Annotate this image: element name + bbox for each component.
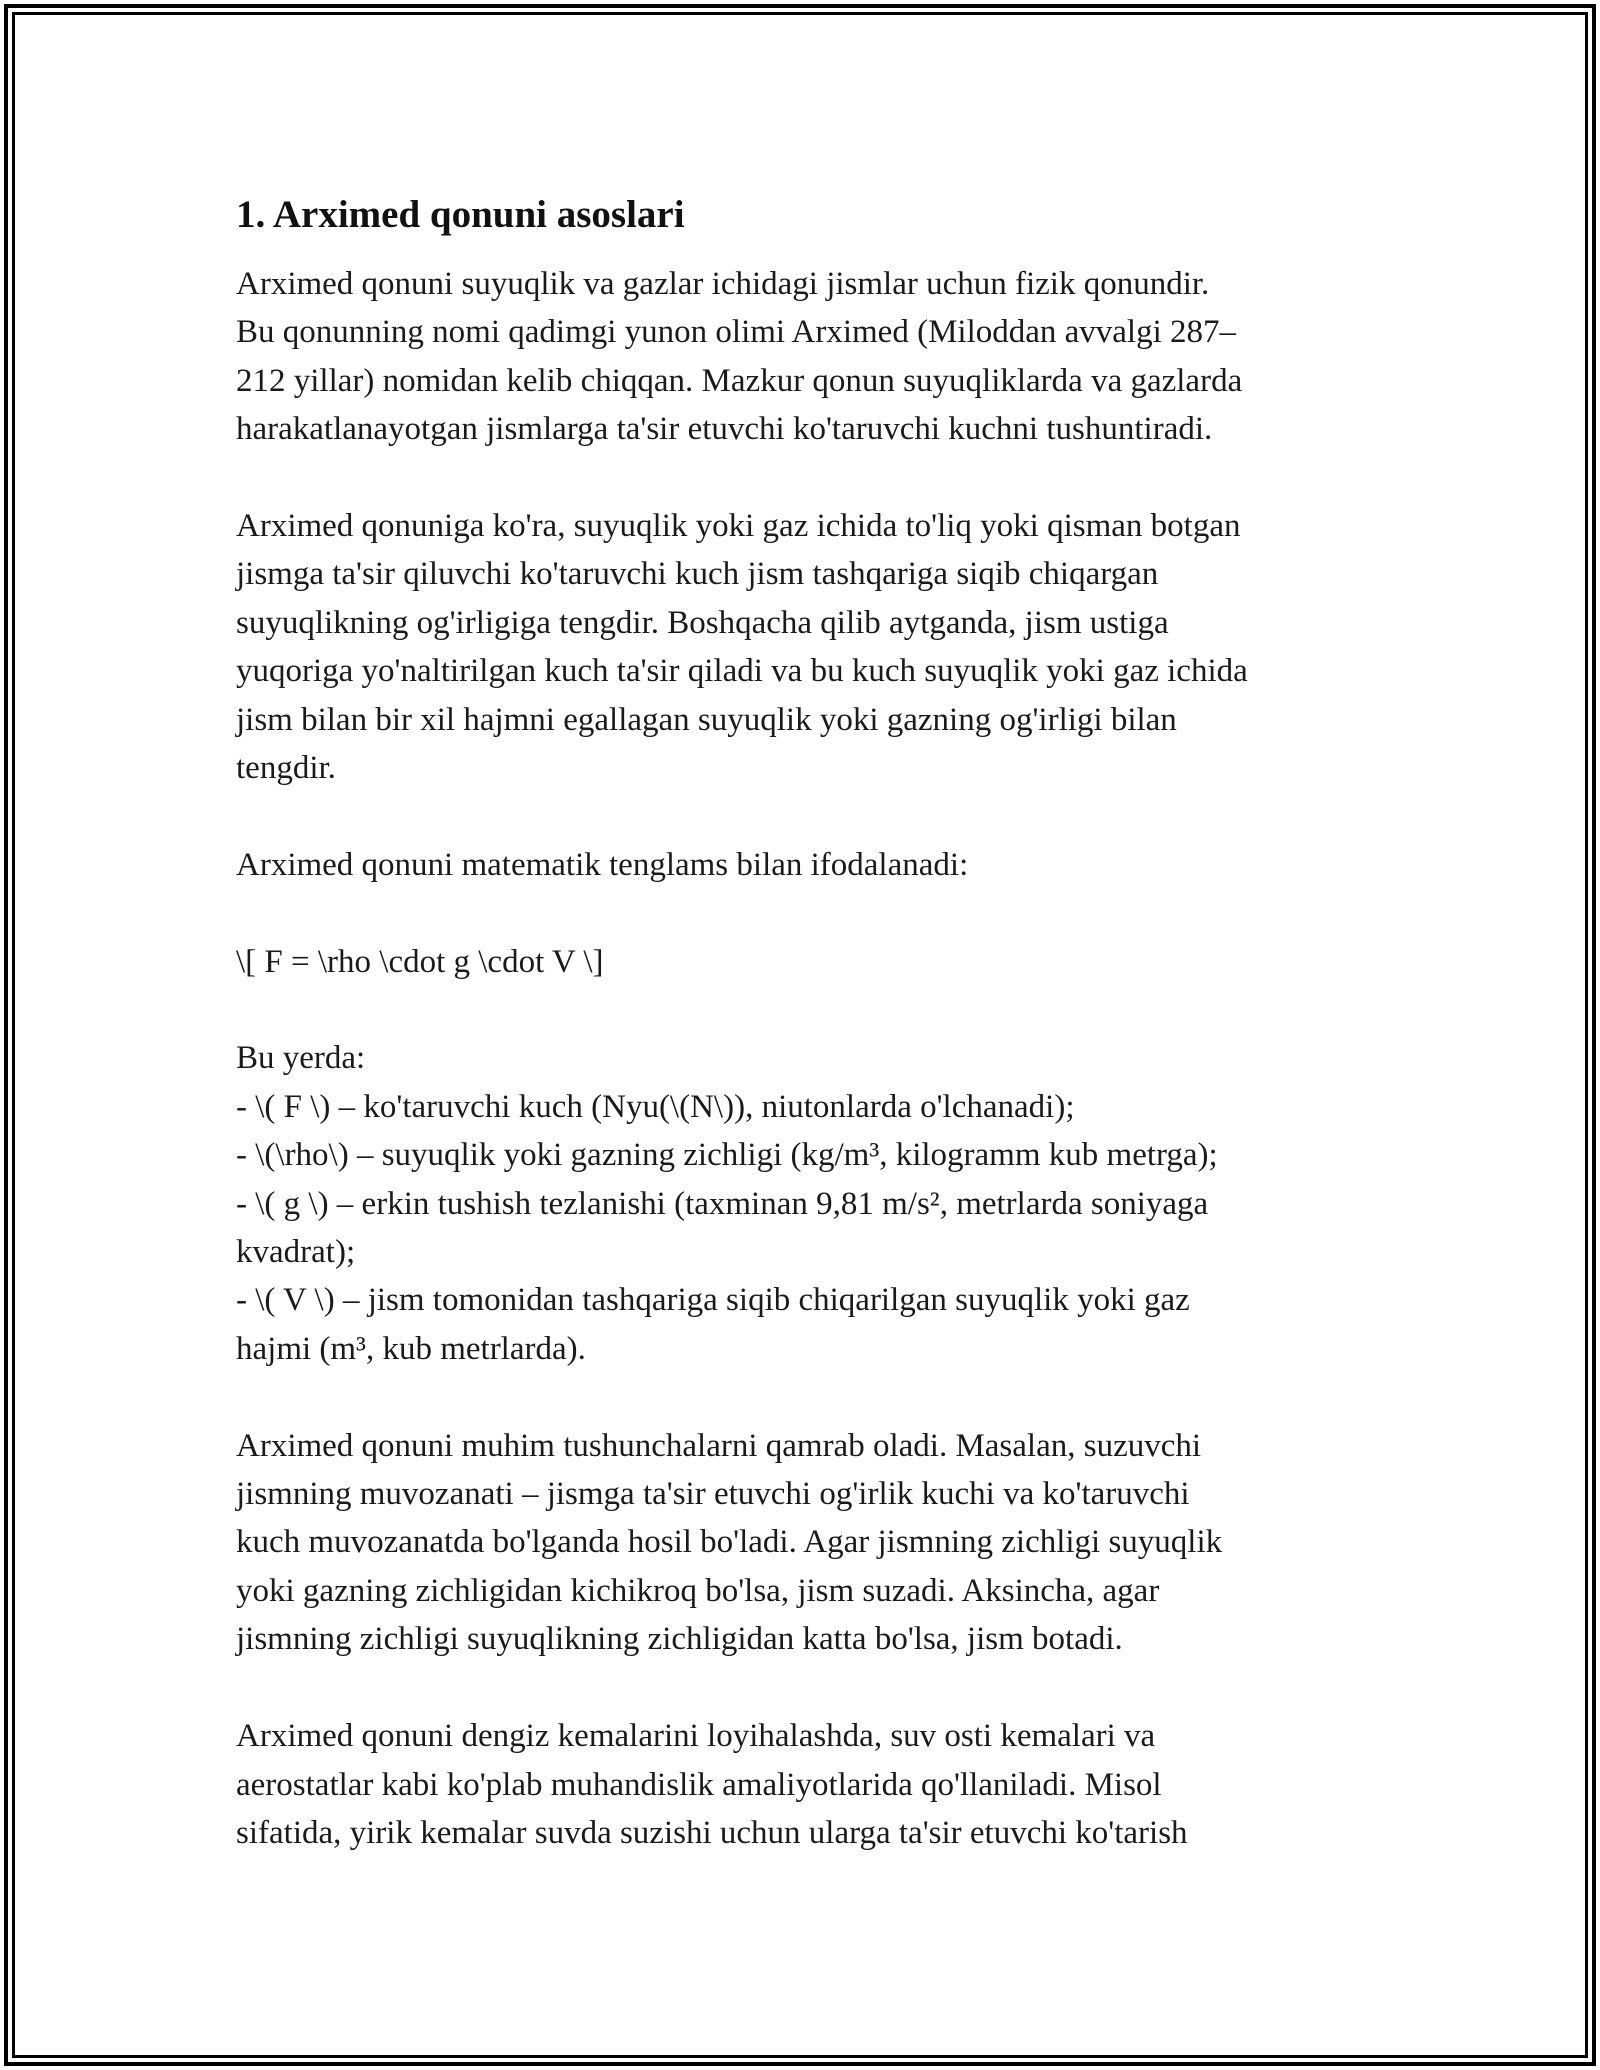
formula-line: \[ F = \rho \cdot g \cdot V \] (236, 943, 604, 980)
page-content (236, 186, 1366, 1857)
paragraph-formula-intro: Arximed qonuni matematik tenglams bilan ifodalanadi: (236, 846, 969, 883)
paragraph-applications: Arximed qonuni dengiz kemalarini loyihalashda, suv osti kemalari va aerostatlar kabi ko'plab muhandislik amaliyotlarida qo'llaniladi. Misol sifatida, yirik kemalar suvda suzishi uchun ularga ta'sir etuvchi ko'tarish (236, 1718, 1188, 1851)
section-heading: 1. Arximed qonuni asoslari (236, 193, 685, 236)
paragraph-concepts: Arximed qonuni muhim tushunchalarni qamrab oladi. Masalan, suzuvchi jismning muvozanati – jismga ta'sir etuvchi og'irlik kuchi va ko'taruvchi kuch muvozanatda bo'lganda hosil bo'ladi. Agar jismning zichligi suyuqlik yoki gazning zichligidan kichikroq bo'lsa, jism suzadi. Aksincha, agar jismning zichligi suyuqlikning zichligidan katta bo'lsa, jism botadi. (236, 1427, 1223, 1658)
paragraph-law-statement: Arximed qonuniga ko'ra, suyuqlik yoki gaz ichida to'liq yoki qisman botgan jismga ta'sir qiluvchi ko'taruvchi kuch jism tashqariga siqib chiqargan suyuqlikning og'irligiga tengdir. Boshqacha qilib aytganda, jism ustiga yuqoriga yo'naltirilgan kuch ta'sir qiladi va bu kuch suyuqlik yoki gaz ichida jism bilan bir xil hajmni egallagan suyuqlik yoki gazning og'irligi bilan tengdir. (236, 508, 1248, 787)
paragraph-variable-definitions: Bu yerda: - \( F \) – ko'taruvchi kuch (Nyu(\(N\)), niutonlarda o'lchanadi); - \(\rho\) – suyuqlik yoki gazning zichligi (kg/m³, kilogramm kub metrga); - \( g \) – erkin tushish tezlanishi (taxminan 9,81 m/s², metrlarda soniyaga kvadrat); - \( V \) – jism tomonidan tashqariga siqib chiqarilgan suyuqlik yoki gaz hajmi (m³, kub metrlarda). (236, 1040, 1218, 1367)
paragraph-introduction: Arximed qonuni suyuqlik va gazlar ichidagi jismlar uchun fizik qonundir. Bu qonunning nomi qadimgi yunon olimi Arximed (Miloddan avvalgi 287– 212 yillar) nomidan kelib chiqqan. Mazkur qonun suyuqliklarda va gazlarda harakatlanayotgan jismlarga ta'sir etuvchi ko'taruvchi kuchni tushuntiradi. (236, 266, 1243, 448)
